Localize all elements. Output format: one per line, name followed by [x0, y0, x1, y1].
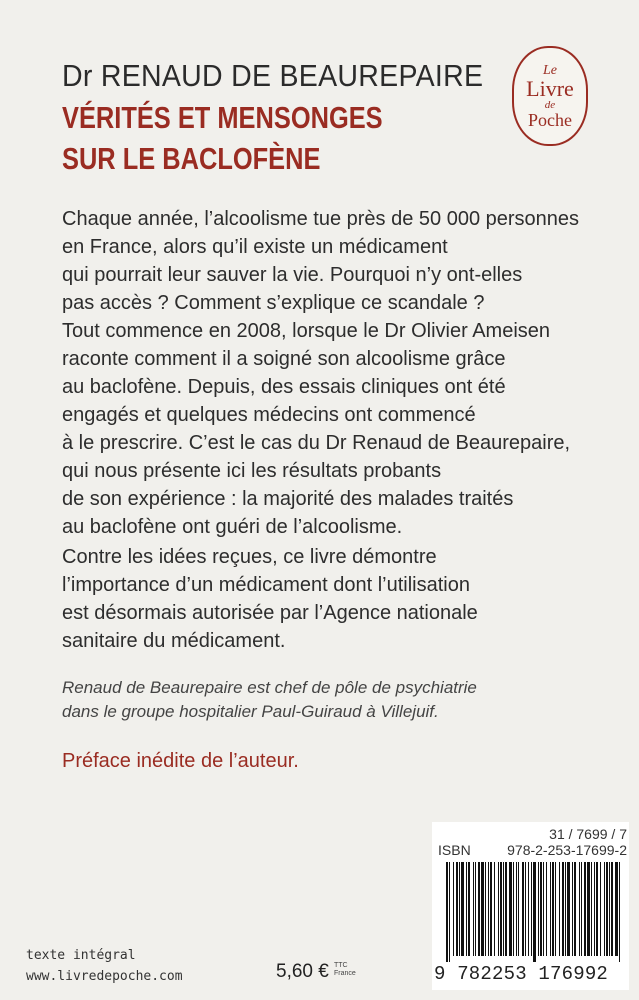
- title-line: SUR LE BACLOFÈNE: [62, 141, 321, 176]
- barcode-bar: [596, 862, 598, 956]
- barcode-bar: [481, 862, 484, 956]
- blurb-line: Chaque année, l’alcoolisme tue près de 50 000 personnes: [62, 208, 580, 230]
- barcode-bar: [468, 862, 470, 956]
- blurb-line: sanitaire du médicament.: [62, 630, 286, 652]
- barcode-bar: [587, 862, 590, 956]
- barcode-bar: [559, 862, 560, 956]
- barcode-bar: [522, 862, 524, 956]
- blurb-line: au baclofène ont guéri de l’alcoolisme.: [62, 516, 403, 538]
- price-note: [334, 962, 356, 978]
- barcode-bar: [555, 862, 556, 956]
- barcode-bar: [604, 862, 605, 956]
- barcode-bar: [516, 862, 517, 956]
- barcode-bar: [488, 862, 489, 956]
- barcode-bar: [509, 862, 512, 956]
- barcode-bar: [567, 862, 570, 956]
- barcode-bar: [538, 862, 539, 956]
- barcode-bar: [500, 862, 502, 956]
- barcode-bar: [478, 862, 480, 956]
- barcode-bar: [594, 862, 595, 956]
- catalog-code: 31 / 7699 / 7: [549, 826, 627, 842]
- barcode-bar: [533, 862, 536, 962]
- barcode-bar: [503, 862, 504, 956]
- barcode-bar: [459, 862, 460, 956]
- price-note-ttc: TTC: [334, 962, 348, 969]
- blurb-paragraph-2: [62, 543, 478, 655]
- logo-word: Livre: [526, 76, 574, 101]
- isbn-number: 978-2-253-17699-2: [507, 842, 627, 858]
- barcode-bar: [456, 862, 458, 956]
- footer-info: [26, 945, 183, 987]
- barcode-bar: [446, 862, 448, 962]
- author-bio: [62, 676, 477, 724]
- barcode-bar: [513, 862, 514, 956]
- barcode-bar: [546, 862, 547, 956]
- barcode-bar: [485, 862, 486, 956]
- blurb-line: l’importance d’un médicament dont l’utilisation: [62, 574, 470, 596]
- barcode-bar: [579, 862, 580, 956]
- title-line: VÉRITÉS ET MENSONGES: [62, 100, 383, 135]
- barcode-bar: [606, 862, 608, 956]
- preface-note: Préface inédite de l’auteur.: [62, 750, 299, 772]
- barcode-bar: [611, 862, 613, 956]
- barcode-bar: [552, 862, 554, 956]
- barcode-bar: [543, 862, 544, 956]
- barcode-bar: [449, 862, 450, 962]
- barcode-bar: [498, 862, 499, 956]
- blurb-line: Tout commence en 2008, lorsque le Dr Olivier Ameisen: [62, 320, 551, 342]
- barcode-bar: [581, 862, 582, 956]
- barcode-bar: [600, 862, 601, 956]
- blurb-line: engagés et quelques médecins ont commencé: [62, 404, 476, 426]
- barcode-bar: [466, 862, 467, 956]
- publisher-logo: [512, 46, 588, 146]
- blurb-line: à le prescrire. C’est le cas du Dr Renaud de Beaurepaire,: [62, 432, 571, 454]
- barcode-digits: 9 782253 176992: [434, 963, 609, 985]
- blurb-line: est désormais autorisée par l’Agence nationale: [62, 602, 478, 624]
- author-name: Dr RENAUD DE BEAUREPAIRE: [62, 58, 484, 93]
- barcode-bar: [531, 862, 532, 956]
- barcode-bar: [562, 862, 564, 956]
- barcode-bar: [540, 862, 542, 956]
- barcode-bar: [473, 862, 474, 956]
- edition-label: texte intégral: [26, 948, 136, 963]
- barcode-bar: [609, 862, 610, 956]
- publisher-logo-mark: [514, 48, 586, 144]
- blurb-line: qui pourrait leur sauver la vie. Pourquoi n’y ont-elles: [62, 264, 523, 286]
- blurb-line: raconte comment il a soigné son alcoolisme grâce: [62, 348, 506, 370]
- blurb-line: pas accès ? Comment s’explique ce scandale ?: [62, 292, 485, 314]
- isbn-line: [438, 842, 629, 858]
- barcode-bar: [550, 862, 551, 956]
- barcode-bar: [591, 862, 592, 956]
- barcode-bar: [619, 862, 620, 962]
- logo-word: de: [544, 99, 556, 111]
- barcode-bar: [494, 862, 495, 956]
- barcode-bar: [475, 862, 476, 956]
- barcode-icon: [446, 862, 624, 962]
- barcode-bar: [565, 862, 566, 956]
- barcode-bar: [574, 862, 576, 956]
- book-title: [62, 97, 383, 179]
- blurb-line: au baclofène. Depuis, des essais cliniques ont été: [62, 376, 506, 398]
- price-note-country: France: [334, 970, 356, 977]
- barcode-bar: [490, 862, 492, 956]
- price-value: 5,60 €: [276, 961, 329, 982]
- barcode-bar: [453, 862, 454, 956]
- barcode-bar: [528, 862, 529, 956]
- price: [276, 961, 356, 983]
- blurb-line: qui nous présente ici les résultats probants: [62, 460, 442, 482]
- blurb-line: Contre les idées reçues, ce livre démontre: [62, 546, 437, 568]
- barcode-bar: [615, 862, 618, 956]
- barcode-bar: [572, 862, 573, 956]
- logo-word: Le: [543, 63, 557, 78]
- bio-line: Renaud de Beaurepaire est chef de pôle de psychiatrie: [62, 678, 477, 697]
- barcode-bar: [518, 862, 519, 956]
- barcode-bar: [584, 862, 586, 956]
- blurb-line: de son expérience : la majorité des malades traités: [62, 488, 514, 510]
- barcode-bar: [525, 862, 526, 956]
- logo-word: Poche: [528, 110, 572, 130]
- blurb-line: en France, alors qu’il existe un médicament: [62, 236, 448, 258]
- publisher-website: www.livredepoche.com: [26, 969, 183, 984]
- isbn-label: ISBN: [438, 842, 471, 858]
- barcode-bar: [505, 862, 507, 956]
- blurb-paragraph-1: [62, 205, 582, 541]
- barcode-bar: [461, 862, 464, 956]
- bio-line: dans le groupe hospitalier Paul-Guiraud à Villejuif.: [62, 702, 439, 721]
